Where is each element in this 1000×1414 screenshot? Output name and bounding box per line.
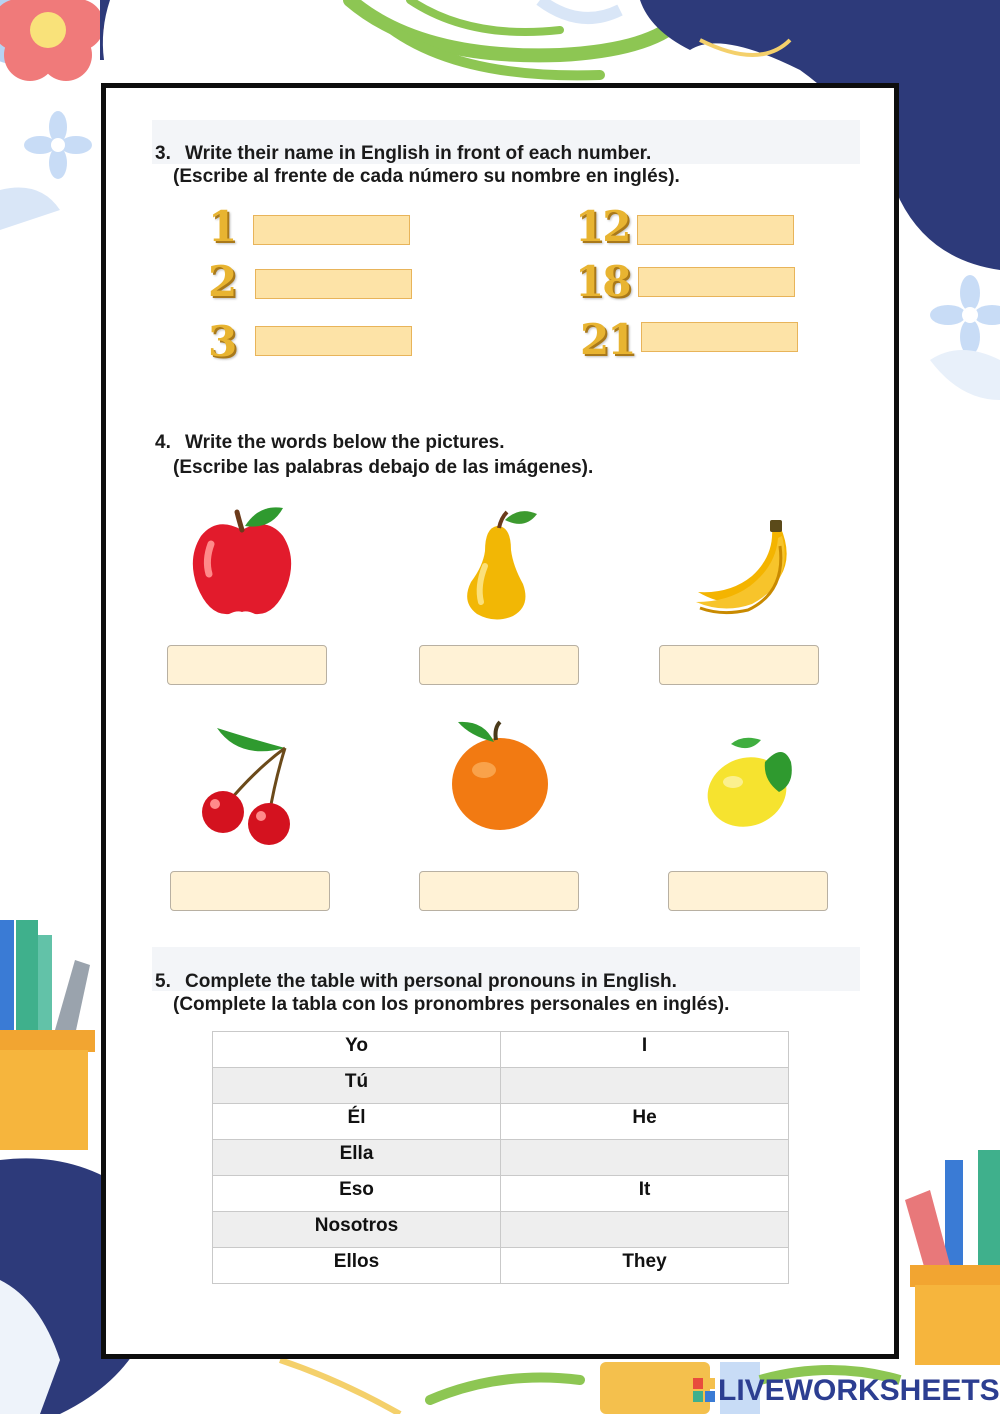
number-1: 1: [208, 202, 236, 251]
liveworksheets-brand: LIVEWORKSHEETS: [718, 1374, 1000, 1407]
spanish-pronoun: Tú: [213, 1068, 501, 1104]
answer-box-number-2[interactable]: [255, 269, 412, 299]
english-pronoun: He: [501, 1104, 789, 1140]
section-5-number: 5.: [155, 971, 171, 992]
pronoun-table: [212, 1031, 789, 1284]
answer-box-apple[interactable]: [167, 645, 327, 685]
table-row: [213, 1104, 789, 1140]
number-2: 2: [208, 257, 236, 306]
answer-box-lemon[interactable]: [668, 871, 828, 911]
answer-box-pear[interactable]: [419, 645, 579, 685]
answer-box-orange[interactable]: [419, 871, 579, 911]
banana-icon: [690, 516, 800, 616]
section-4-number: 4.: [155, 432, 171, 453]
table-row: [213, 1248, 789, 1284]
section-4-title: Write the words below the pictures.: [185, 432, 505, 453]
section-3-number: 3.: [155, 143, 171, 164]
section-3-title: Write their name in English in front of each number.: [185, 143, 652, 164]
table-row: [213, 1068, 789, 1104]
spanish-pronoun: Ella: [213, 1140, 501, 1176]
section-5-subtitle: (Complete la tabla con los pronombres personales en inglés).: [173, 994, 730, 1015]
spanish-pronoun: Nosotros: [213, 1212, 501, 1248]
answer-box-number-1[interactable]: [253, 215, 410, 245]
answer-box-number-12[interactable]: [637, 215, 794, 245]
number-21: 21: [580, 315, 635, 364]
apple-icon: [187, 502, 297, 622]
lemon-icon: [703, 732, 803, 842]
section-3-heading: [155, 142, 680, 188]
spanish-pronoun: Eso: [213, 1176, 501, 1212]
spanish-pronoun: Yo: [213, 1032, 501, 1068]
english-pronoun-input[interactable]: [501, 1068, 789, 1104]
answer-box-number-3[interactable]: [255, 326, 412, 356]
english-pronoun: It: [501, 1176, 789, 1212]
section-3-subtitle: (Escribe al frente de cada número su nombre en inglés).: [173, 166, 680, 187]
english-pronoun: They: [501, 1248, 789, 1284]
table-row: [213, 1140, 789, 1176]
spanish-pronoun: Él: [213, 1104, 501, 1140]
orange-icon: [448, 716, 558, 836]
english-pronoun-input[interactable]: [501, 1140, 789, 1176]
answer-box-number-18[interactable]: [638, 267, 795, 297]
spanish-pronoun: Ellos: [213, 1248, 501, 1284]
pear-icon: [455, 506, 545, 626]
section-5-title: Complete the table with personal pronouns in English.: [185, 971, 677, 992]
answer-box-cherry[interactable]: [170, 871, 330, 911]
number-18: 18: [575, 257, 630, 306]
table-row: [213, 1032, 789, 1068]
section-4-subtitle: (Escribe las palabras debajo de las imágenes).: [173, 457, 594, 478]
section-5-heading: [155, 970, 729, 1016]
cherry-icon: [195, 720, 305, 845]
liveworksheets-logo-icon: [693, 1378, 715, 1402]
answer-box-number-21[interactable]: [641, 322, 798, 352]
section-4-heading: [155, 431, 593, 479]
number-12: 12: [575, 202, 630, 251]
table-row: [213, 1212, 789, 1248]
number-3: 3: [208, 317, 236, 366]
table-row: [213, 1176, 789, 1212]
english-pronoun-input[interactable]: [501, 1212, 789, 1248]
answer-box-banana[interactable]: [659, 645, 819, 685]
english-pronoun: I: [501, 1032, 789, 1068]
